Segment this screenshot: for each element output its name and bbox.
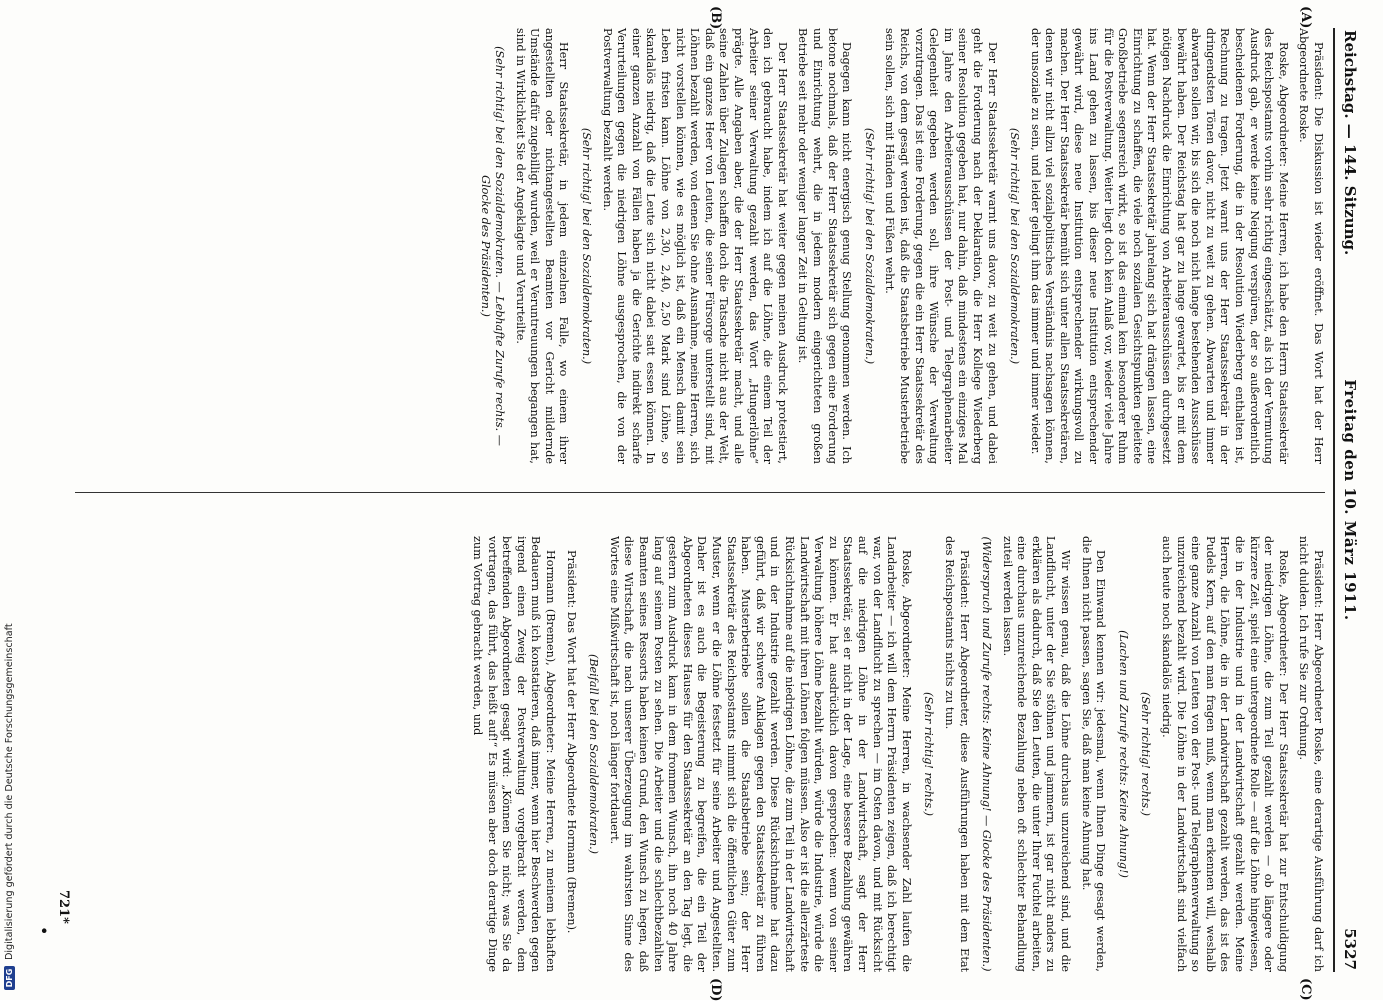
interjection: (Lachen und Zurufe rechts: Keine Ahnung!) xyxy=(1116,630,1130,878)
left-column xyxy=(469,28,1325,464)
paragraph: Den Einwand kennen wir: jedesmal, wenn Ihnen Dinge gesagt werden, die Ihnen nicht passen, sagen Sie, daß man keine Ahnung hat. xyxy=(1079,536,1108,972)
margin-mark-b: (B) xyxy=(708,6,723,30)
digitization-note-text: Digitalisierung gefördert durch die Deutsche Forschungsgemeinschaft xyxy=(3,623,15,960)
margin-mark-d: (D) xyxy=(708,978,723,1002)
interjection: (Sehr richtig! bei den Sozialdemokraten.) xyxy=(862,127,876,365)
paragraph: Herr Staatssekretär, in jedem einzelnen Falle, wo einem ihrer angestellten oder nichtangestellten Beamten vor Gericht mildernde Umstände dafür zugebilligt wurden, weil er Veruntreuungen begangen hat, sind in Wirklichkeit Sie der Angeklagte und Verurteilte. xyxy=(513,28,571,464)
digitization-note xyxy=(2,610,16,990)
interjection: (Beifall bei den Sozialdemokraten.) xyxy=(587,653,601,855)
sheet-signature: 721* xyxy=(56,890,71,924)
paragraph: Präsident: Das Wort hat der Herr Abgeordnete Hormann (Bremen). xyxy=(564,550,578,934)
paragraph: Roske, Abgeordneter: Meine Herren, in wachsender Zahl laufen die Landarbeiter — ich will dem Herrn Präsidenten zeigen, daß ich berechtigt war, von der Landflucht zu sprechen — im Osten davon, und mit Rücksicht auf die niedrigen Löhne in der Landwirtschaft, sagt der Herr Staatssekretär, sei er nicht in der Lage, eine bessere Bezahlung gewähren zu können. Er hat ausdrücklich davon gesprochen: wenn von seiner Verwaltung höhere Löhne bezahlt würden, würde die Industrie, würde die Landwirtschaft mit ihren Löhnen folgen müssen. Also er ist die allerzärteste Rücksichtnahme auf die niedrigen Löhne, die zum Teil in der Landwirtschaft und in der Industrie gezahlt werden. Diese Rücksichtnahme hat dazu geführt, daß wir schwere Anklagen gegen den Staatssekretär zu führen haben. Musterbetriebe sollen die Staatsbetriebe sein; der Herr Staatssekretär des Reichspostamts nimmt sich die öffentlichen Güter zum Muster, wenn er die Löhne festsetzt für seine Arbeiter und Angestellten. Daher ist es auch die Begeisterung zu begreifen, die ein Teil der Abgeordneten dieses Hauses für den Staatssekretär an den Tag legt, die gestern zum Ausdruck kam in dem frommen Wunsch, ihn noch 40 Jahre lang auf seinem Posten zu sehen. Die Arbeiter und die schlechtbezahlten Beamten seines Ressorts haben keinen Grund, den Wunsch zu hegen, daß diese Wirtschaft, die nach unserer Überzeugung im wahrsten Sinne des Wortes eine Mißwirtschaft ist, noch länger fortdauert. xyxy=(607,536,913,972)
paragraph: Wir wissen genau, daß die Löhne durchaus unzureichend sind, und die Landflucht, unter der Sie stöhnen und jammern, ist gar nicht anders zu erklären als dadurch, daß Sie den Leuten, die unter Ihrer Fuchtel arbeiten, eine durchaus unzureichende Bezahlung neben oft schlechter Behandlung zuteil werden lassen. xyxy=(1000,536,1073,972)
margin-mark-c: (C) xyxy=(1298,978,1313,1001)
paragraph: Roske, Abgeordneter: Meine Herren, ich habe den Herrn Staatssekretär des Reichspostamts vorhin sehr richtig eingeschätzt, als ich der Vermutung Ausdruck gab, er werde keine Neigung verspüren, der so außerordentlich bescheidenen Forderung, die in der Resolution Wiederberg enthalten ist, Rechnung zu tragen. Jetzt warnt uns der Herr Staatssekretär in der dringendsten Tönen davor, nicht zu weit zu gehen. Abwarten und immer abwarten sollen wir, bis sich die noch nicht lange bestehenden Ausschüsse bewährt haben. Der Reichstag hat gar zu lange gewartet, bis er mit dem nötigen Nachdruck die Einrichtung von Arbeiterausschüssen durchgesetzt hat. Wenn der Herr Staatssekretär jahrelang sich hat drängen lassen, eine Einrichtung zu schaffen, die viele noch sozialen Gesichtspunkten geleitete Großbetriebe segensreich wirkt, so ist das einmal kein besonderer Ruhm für die Postverwaltung. Weiter liegt doch kein Anlaß vor, wieder viele Jahre ins Land gehen zu lassen, bis dieser neue Institution entsprechender gewährt wird, diese neue Institution entsprechender wirkungsvoll zu machen. Der Herr Staatssekretär bemüht sich unter allen Staatssekretären, denen wir nicht allzu viel sozialpolitisches Verständnis nachsagen können, der unsoziale zu sein, und leider gelingt ihm das immer und immer wieder. xyxy=(1028,28,1290,464)
column-divider xyxy=(75,492,1325,493)
interjection: (Sehr richtig! bei den Sozialdemokraten. — Lebhafte Zurufe rechts. — Glocke des Präsidenten.) xyxy=(478,46,507,446)
paragraph: Der Herr Staatssekretär hat weiter gegen meinen Ausdruck protestiert, den ich gebraucht habe, indem ich auf die Löhne, die einem Teil der Arbeiter seiner Verwaltung gezahlt werden, das Wort „Hungerlöhne“ prägte. Alle Angaben aber, die der Herr Staatssekretär macht, und alle seine Zahlen über Zulagen schaffen doch die Tatsache nicht aus der Welt, daß ein ganzes Heer von Leuten, die seiner Fürsorge unterstellt sind, mit Löhnen bezahlt werden, von denen Sie ohne Ausnahme, meine Herren, sich nicht vorstellen können, wie es möglich ist, daß ein Mensch damit sein Leben fristen kann. Löhne von 2,30, 2,40, 2,50 Mark sind Löhne, so skandalös niedrig, daß die Leute sich nicht dabei satt essen können. In einer ganzen Anzahl von Fällen haben ja die Gerichte indirekt scharfe Verurteilungen gegen die niedrigen Löhne ausgesprochen, die von der Postverwaltung bezahlt werden. xyxy=(600,28,789,464)
interjection: (Sehr richtig! bei den Sozialdemokraten.) xyxy=(580,127,594,365)
paragraph: Präsident: Herr Abgeordneter Roske, eine derartige Ausführung darf ich nicht dulden. Ich rufe Sie zur Ordnung. xyxy=(1297,536,1325,972)
dfg-logo: DFG xyxy=(4,966,15,990)
interjection: (Sehr richtig! rechts.) xyxy=(922,691,936,817)
margin-mark-a: (A) xyxy=(1298,6,1313,29)
paragraph: Roske, Abgeordneter: Der Herr Staatssekretär hat zur Entschuldigung der niedrigen Löhne, die zum Teil gezahlt werden — ob längere oder kürzere Zeit, spielt eine untergeordnete Rolle — auf die Löhne hingewiesen, die in der Industrie und in der Landwirtschaft gezahlt werden. Meine Herren, die Löhne, die in der Landwirtschaft gezahlt werden, das ist des Pudels Kern, auf den man fragen muß, wenn man erkennen will, weshalb eine ganze Anzahl von Leuten von der Post- und Telegraphenverwaltung so unzureichend bezahlt wird. Die Löhne in der Landwirtschaft sind vielfach auch heute noch skandalös niedrig. xyxy=(1160,536,1290,972)
header-date: Freitag den 10. März 1911. xyxy=(1341,379,1359,621)
paragraph: Der Herr Staatssekretär warnt uns davor, zu weit zu gehen, und dabei geht die Forderung nach der Deklaration, die Herr Kollege Wiederberg seiner Resolution gegeben hat, nur dahin, daß mindestens ein einziges Mal im Jahre den Arbeiterausschüssen der Post- und Telegraphenarbeiter Gelegenheit gegeben werden soll, ihre Wünsche der Verwaltung vorzutragen. Das ist eine Forderung, gegen die ein Herr Staatssekretär des Reichs, von dem gesagt werden ist, daß die Staatsbetriebe Musterbetriebe sein sollen, sich mit Händen und Füßen wehrt. xyxy=(883,28,999,464)
paragraph: Dagegen kann nicht energisch genug Stellung genommen werden. Ich betone nochmals, daß der Herr Staatssekretär sich gegen eine Forderung und Einrichtung wehrt, die in jedem modern eingerichteten großen Betriebe seit mehr oder weniger langer Zeit in Geltung ist. xyxy=(796,28,854,464)
right-column xyxy=(464,536,1325,972)
header-page-number: 5327 xyxy=(1341,928,1359,970)
margin-bullet: • xyxy=(34,926,53,936)
header-rule xyxy=(1333,28,1335,972)
interjection: (Sehr richtig! bei den Sozialdemokraten.) xyxy=(1008,127,1022,365)
interjection: (Widerspruch und Zurufe rechts: Keine Ahnung! — Glocke des Präsidenten.) xyxy=(980,536,994,972)
header-session: Reichstag. — 144. Sitzung. xyxy=(1341,30,1359,256)
paragraph: Präsident: Die Diskussion ist wieder eröffnet. Das Wort hat der Herr Abgeordnete Roske. xyxy=(1297,28,1325,464)
paragraph: Präsident: Herr Abgeordneter, diese Ausführungen haben mit dem Etat des Reichspostamts nichts zu tun. xyxy=(942,536,971,972)
paragraph: Hormann (Bremen), Abgeordneter: Meine Herren, zu meinem lebhaften Bedauern muß ich konstatieren, daß immer, wenn hier Beschwerden gegen irgend einen Zweig der Postverwaltung vorgebracht werden, dem betreffenden Abgeordneten gesagt wird: „Können Sie nicht; was Sie da vortragen, das führt, das heißt auf!“ Es müssen aber doch derartige Dinge zum Vortrag gebracht werden, und xyxy=(471,536,558,972)
interjection: (Sehr richtig! rechts.) xyxy=(1139,691,1153,817)
page-header xyxy=(1331,28,1365,972)
